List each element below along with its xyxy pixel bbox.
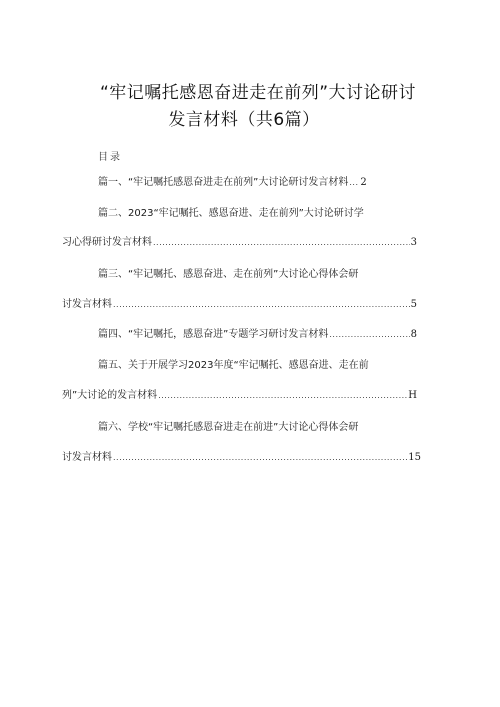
toc-leader-dots [113, 450, 407, 466]
toc-entry-3-title: 篇三、“牢记嘱托、感恩奋进、走在前列”大讨论心得体会研 [98, 269, 359, 280]
toc-entry-1-title: 篇一、“牢记嘱托感恩奋进走在前列”大讨论研讨发言材料 [98, 177, 349, 188]
toc-entry-3-line-1[interactable] [98, 267, 358, 283]
toc-entry-2-page: 3 [410, 237, 417, 248]
toc-heading: 目录 [98, 152, 122, 163]
toc-entry-4[interactable] [98, 327, 417, 343]
toc-leader-dots [349, 175, 359, 191]
toc-entry-2-title: 篇二、2023“牢记嘱托、感恩奋进、走在前列”大讨论研讨学 [98, 208, 364, 219]
toc-entry-5-title-cont: 列”大讨论的发言材料 [62, 390, 158, 401]
toc-entry-1[interactable] [98, 175, 385, 191]
toc-entry-6-page: 15 [408, 452, 421, 463]
toc-entry-5-title: 篇五、关于开展学习2023年度“牢记嘱托、感恩奋进、走在前 [98, 360, 369, 371]
toc-entry-4-page: 8 [410, 329, 417, 340]
toc-leader-dots [329, 327, 409, 343]
toc-entry-3-title-cont: 讨发言材料 [62, 299, 112, 310]
toc-entry-6-line-2[interactable] [62, 450, 421, 466]
toc-entry-2-line-2[interactable] [62, 235, 417, 251]
toc-entry-5-line-2[interactable] [62, 388, 417, 404]
toc-entry-6-title-cont: 讨发言材料 [62, 452, 112, 463]
document-title-line-1: “牢记嘱托感恩奋进走在前列”大讨论研讨 [99, 83, 417, 103]
toc-entry-3-page: 5 [410, 299, 417, 310]
toc-leader-dots [113, 297, 410, 313]
toc-entry-2-title-cont: 习心得研讨发言材料 [62, 237, 152, 248]
toc-entry-6-title: 篇六、学校“牢记嘱托感恩奋进走在前进”大讨论心得体会研 [98, 422, 359, 433]
toc-leader-dots [158, 388, 407, 404]
toc-entry-6-line-1[interactable] [98, 420, 358, 436]
toc-entry-1-page: 2 [360, 177, 367, 188]
toc-entry-2-line-1[interactable] [98, 206, 364, 222]
toc-entry-4-title: 篇四、“牢记嘱托，感恩奋进”专题学习研讨发言材料 [98, 329, 329, 340]
document-title-line-2: 发言材料（共6篇） [168, 110, 320, 130]
toc-leader-dots [153, 235, 410, 251]
toc-entry-3-line-2[interactable] [62, 297, 417, 313]
toc-entry-5-line-1[interactable] [98, 358, 369, 374]
toc-entry-5-page: H [408, 390, 417, 401]
